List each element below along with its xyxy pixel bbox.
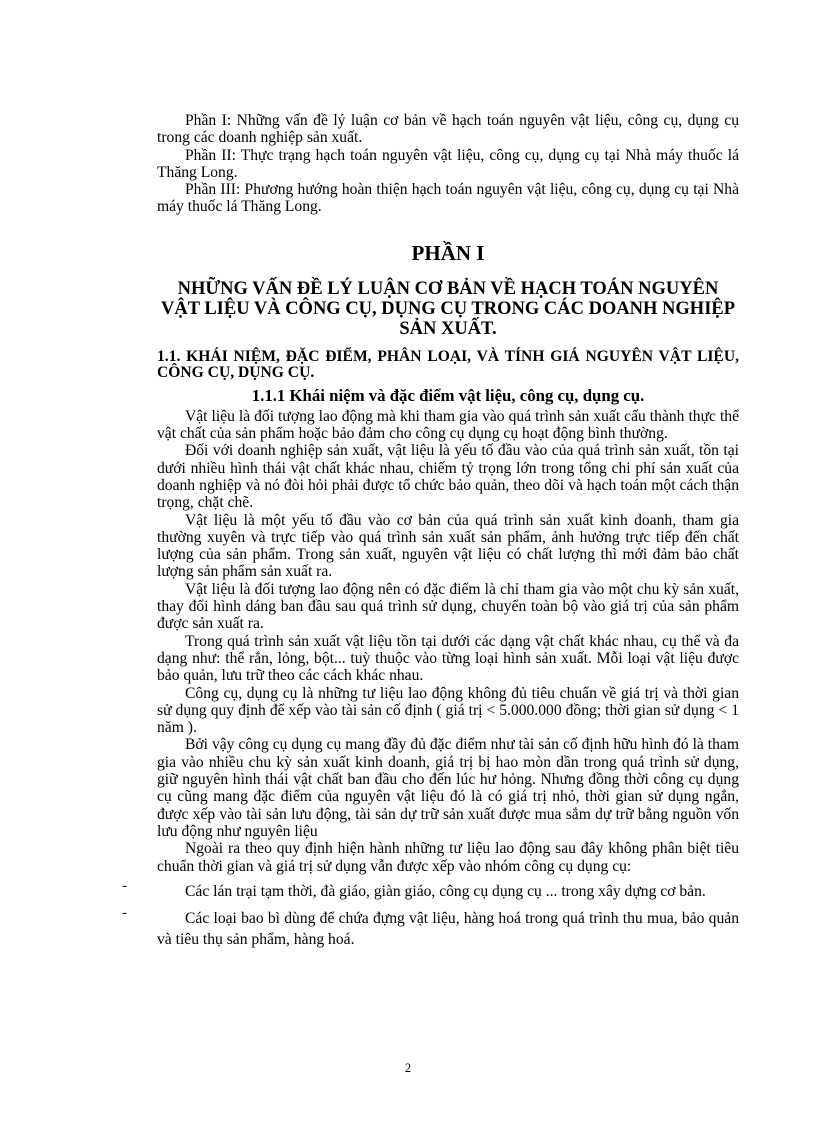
paragraph: Ngoài ra theo quy định hiện hành những tư liệu lao động sau đây không phân biệt tiêu chuẩn thời gian và giá trị sử dụng vẫn được xếp vào nhóm công cụ dụng cụ: <box>157 840 739 875</box>
list-item <box>122 877 739 902</box>
paragraph: Công cụ, dụng cụ là những tư liệu lao động không đủ tiêu chuẩn về giá trị và thời gian sử dụng quy định để xếp vào tài sản cố định ( giá trị < 5.000.000 đồng; thời gian sử dụng < 1 năm ). <box>157 684 739 737</box>
list-item-text: Các lán trại tạm thời, đà giáo, giàn giáo, công cụ dụng cụ ... trong xây dựng cơ bản. <box>185 882 706 900</box>
intro-part-3: Phần III: Phương hướng hoàn thiện hạch toán nguyên vật liệu, công cụ, dụng cụ tại Nhà máy thuốc lá Thăng Long. <box>157 181 739 216</box>
section-title: 1.1. KHÁI NIỆM, ĐẶC ĐIỂM, PHÂN LOẠI, VÀ TÍNH GIÁ NGUYÊN VẬT LIỆU, CÔNG CỤ, DỤNG CỤ. <box>157 347 739 382</box>
page-number: 2 <box>404 1061 412 1075</box>
main-title: NHỮNG VẤN ĐỀ LÝ LUẬN CƠ BẢN VỀ HẠCH TOÁN NGUYÊN VẬT LIỆU VÀ CÔNG CỤ, DỤNG CỤ TRONG CÁC DOANH NGHIỆP SẢN XUẤT. <box>160 278 736 339</box>
paragraph: Bởi vậy công cụ dụng cụ mang đầy đủ đặc điểm như tài sản cố định hữu hình đó là tham gia vào nhiều chu kỳ sản xuất kinh doanh, giá trị bị hao mòn dần trong quá trình sử dụng, giữ nguyên hình thái vật chất ban đầu cho đến lúc hư hỏng. Nhưng đồng thời công cụ dụng cụ cũng mang đặc điểm của nguyên vật liệu đó là có giá trị nhỏ, thời gian sử dụng ngắn, được xếp vào tài sản lưu động, tài sản dự trữ sản xuất được mua sắm dự trữ bằng nguồn vốn lưu động như nguyên liệu <box>157 736 739 840</box>
paragraph: Vật liệu là đối tượng lao động mà khi tham gia vào quá trình sản xuất cấu thành thực thể vật chất của sản phẩm hoặc bảo đảm cho công cụ dụng cụ hoạt động bình thường. <box>157 407 739 443</box>
paragraph: Trong quá trình sản xuất vật liệu tồn tại dưới các dạng vật chất khác nhau, cụ thể và đa dạng như: thể rắn, lỏng, bột... tuỳ thuộc vào từng loại hình sản xuất. Mỗi loại vật liệu được bảo quản, lưu trữ theo các cách khác nhau. <box>157 632 739 685</box>
paragraph: Vật liệu là đối tượng lao động nên có đặc điểm là chỉ tham gia vào một chu kỳ sản xuất, thay đổi hình dáng ban đầu sau quá trình sử dụng, chuyển toàn bộ vào giá trị của sản phẩm được sản xuất ra. <box>157 580 739 633</box>
page-body <box>122 112 739 950</box>
list-item <box>122 904 739 950</box>
paragraph: Đối với doanh nghiệp sản xuất, vật liệu là yếu tố đầu vào của quá trình sản xuất, tồn tại dưới nhiều hình thái vật chất khác nhau, chiếm tỷ trọng lớn trong tổng chi phí sản xuất của doanh nghiệp và nó đòi hỏi phải được tổ chức bảo quản, theo dõi và hạch toán một cách thận trọng, chặt chẽ. <box>157 442 739 512</box>
bullet-marker: - <box>122 904 127 921</box>
intro-part-1: Phần I: Những vấn đề lý luận cơ bản về hạch toán nguyên vật liệu, công cụ, dụng cụ trong các doanh nghiệp sản xuất. <box>157 112 739 147</box>
subsection-title: 1.1.1 Khái niệm và đặc điểm vật liệu, công cụ, dụng cụ. <box>251 385 645 405</box>
bullet-marker: - <box>122 877 127 894</box>
part-title: PHẦN I <box>411 240 485 265</box>
intro-part-2: Phần II: Thực trạng hạch toán nguyên vật liệu, công cụ, dụng cụ tại Nhà máy thuốc lá Thăng Long. <box>157 146 739 181</box>
paragraph: Vật liệu là một yếu tố đầu vào cơ bản của quá trình sản xuất kinh doanh, tham gia thường xuyên và trực tiếp vào quá trình sản xuất sản phẩm, ảnh hưởng trực tiếp đến chất lượng của sản phẩm. Trong sản xuất, nguyên vật liệu có chất lượng thì mới đảm bảo chất lượng sản phẩm sản xuất ra. <box>157 511 739 581</box>
list-item-text: Các loại bao bì dùng để chứa đựng vật liệu, hàng hoá trong quá trình thu mua, bảo quản và tiêu thụ sản phẩm, hàng hoá. <box>157 909 739 948</box>
